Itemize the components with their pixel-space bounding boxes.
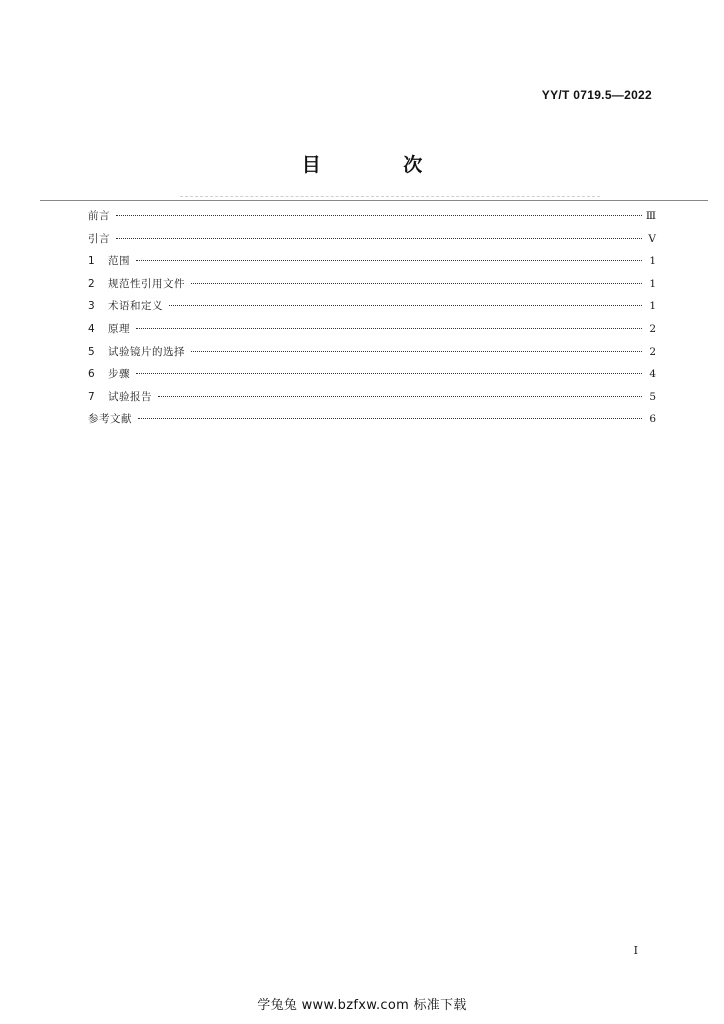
toc-entry-label: 试验镜片的选择 bbox=[108, 345, 185, 358]
toc-entry-label: 引言 bbox=[88, 232, 110, 245]
toc-entry-page: V bbox=[648, 232, 656, 245]
toc-entry-page: 4 bbox=[649, 368, 656, 381]
toc-entry-label: 范围 bbox=[108, 255, 130, 268]
standard-code: YY/T 0719.5—2022 bbox=[541, 88, 652, 102]
title-rule-faint bbox=[180, 196, 600, 197]
toc-entry-page: 1 bbox=[649, 277, 656, 290]
toc-entry-page: 5 bbox=[649, 390, 656, 403]
toc-entry-page: 2 bbox=[649, 322, 656, 335]
toc-entry-label: 前言 bbox=[88, 210, 110, 222]
toc-leader-dots bbox=[169, 305, 642, 306]
toc-leader-dots bbox=[158, 396, 642, 397]
title-rule bbox=[40, 200, 708, 201]
table-of-contents bbox=[88, 208, 656, 434]
page-number: I bbox=[633, 944, 638, 957]
toc-leader-dots bbox=[116, 238, 642, 239]
toc-entry-number: 3 bbox=[88, 300, 95, 313]
toc-entry-page: 1 bbox=[649, 300, 656, 313]
toc-entry-label: 原理 bbox=[108, 322, 130, 335]
toc-entry-label: 试验报告 bbox=[108, 390, 152, 403]
toc-entry-page: 1 bbox=[649, 255, 656, 268]
toc-entry-number: 6 bbox=[88, 368, 95, 381]
toc-entry-test-report[interactable] bbox=[88, 389, 656, 412]
toc-leader-dots bbox=[191, 351, 642, 352]
toc-entry-principle[interactable] bbox=[88, 321, 656, 344]
toc-entry-page: Ⅲ bbox=[645, 210, 656, 222]
toc-entry-page: 6 bbox=[649, 413, 656, 426]
toc-entry-label: 步骤 bbox=[108, 368, 130, 381]
toc-entry-introduction[interactable] bbox=[88, 231, 656, 254]
toc-entry-number: 2 bbox=[88, 277, 95, 290]
toc-entry-number: 5 bbox=[88, 345, 95, 358]
footer-watermark: 学兔兔 www.bzfxw.com 标准下载 bbox=[257, 998, 467, 1013]
toc-entry-procedure[interactable] bbox=[88, 366, 656, 389]
toc-leader-dots bbox=[136, 260, 642, 261]
toc-entry-foreword[interactable] bbox=[88, 208, 656, 231]
toc-leader-dots bbox=[136, 373, 642, 374]
toc-leader-dots bbox=[138, 418, 642, 419]
toc-entry-label: 规范性引用文件 bbox=[108, 277, 185, 290]
toc-entry-label: 参考文献 bbox=[88, 413, 132, 426]
toc-entry-test-lens-selection[interactable] bbox=[88, 344, 656, 367]
toc-entry-terms-definitions[interactable] bbox=[88, 298, 656, 321]
toc-leader-dots bbox=[191, 283, 642, 284]
toc-entry-number: 7 bbox=[88, 390, 95, 403]
toc-entry-bibliography[interactable] bbox=[88, 411, 656, 434]
toc-entry-number: 4 bbox=[88, 322, 95, 335]
toc-title: 目 次 bbox=[301, 154, 461, 176]
toc-entry-label: 术语和定义 bbox=[108, 300, 163, 313]
toc-entry-normative-references[interactable] bbox=[88, 276, 656, 299]
toc-entry-scope[interactable] bbox=[88, 253, 656, 276]
toc-leader-dots bbox=[116, 215, 642, 216]
toc-entry-page: 2 bbox=[649, 345, 656, 358]
toc-entry-number: 1 bbox=[88, 255, 95, 268]
toc-leader-dots bbox=[136, 328, 642, 329]
